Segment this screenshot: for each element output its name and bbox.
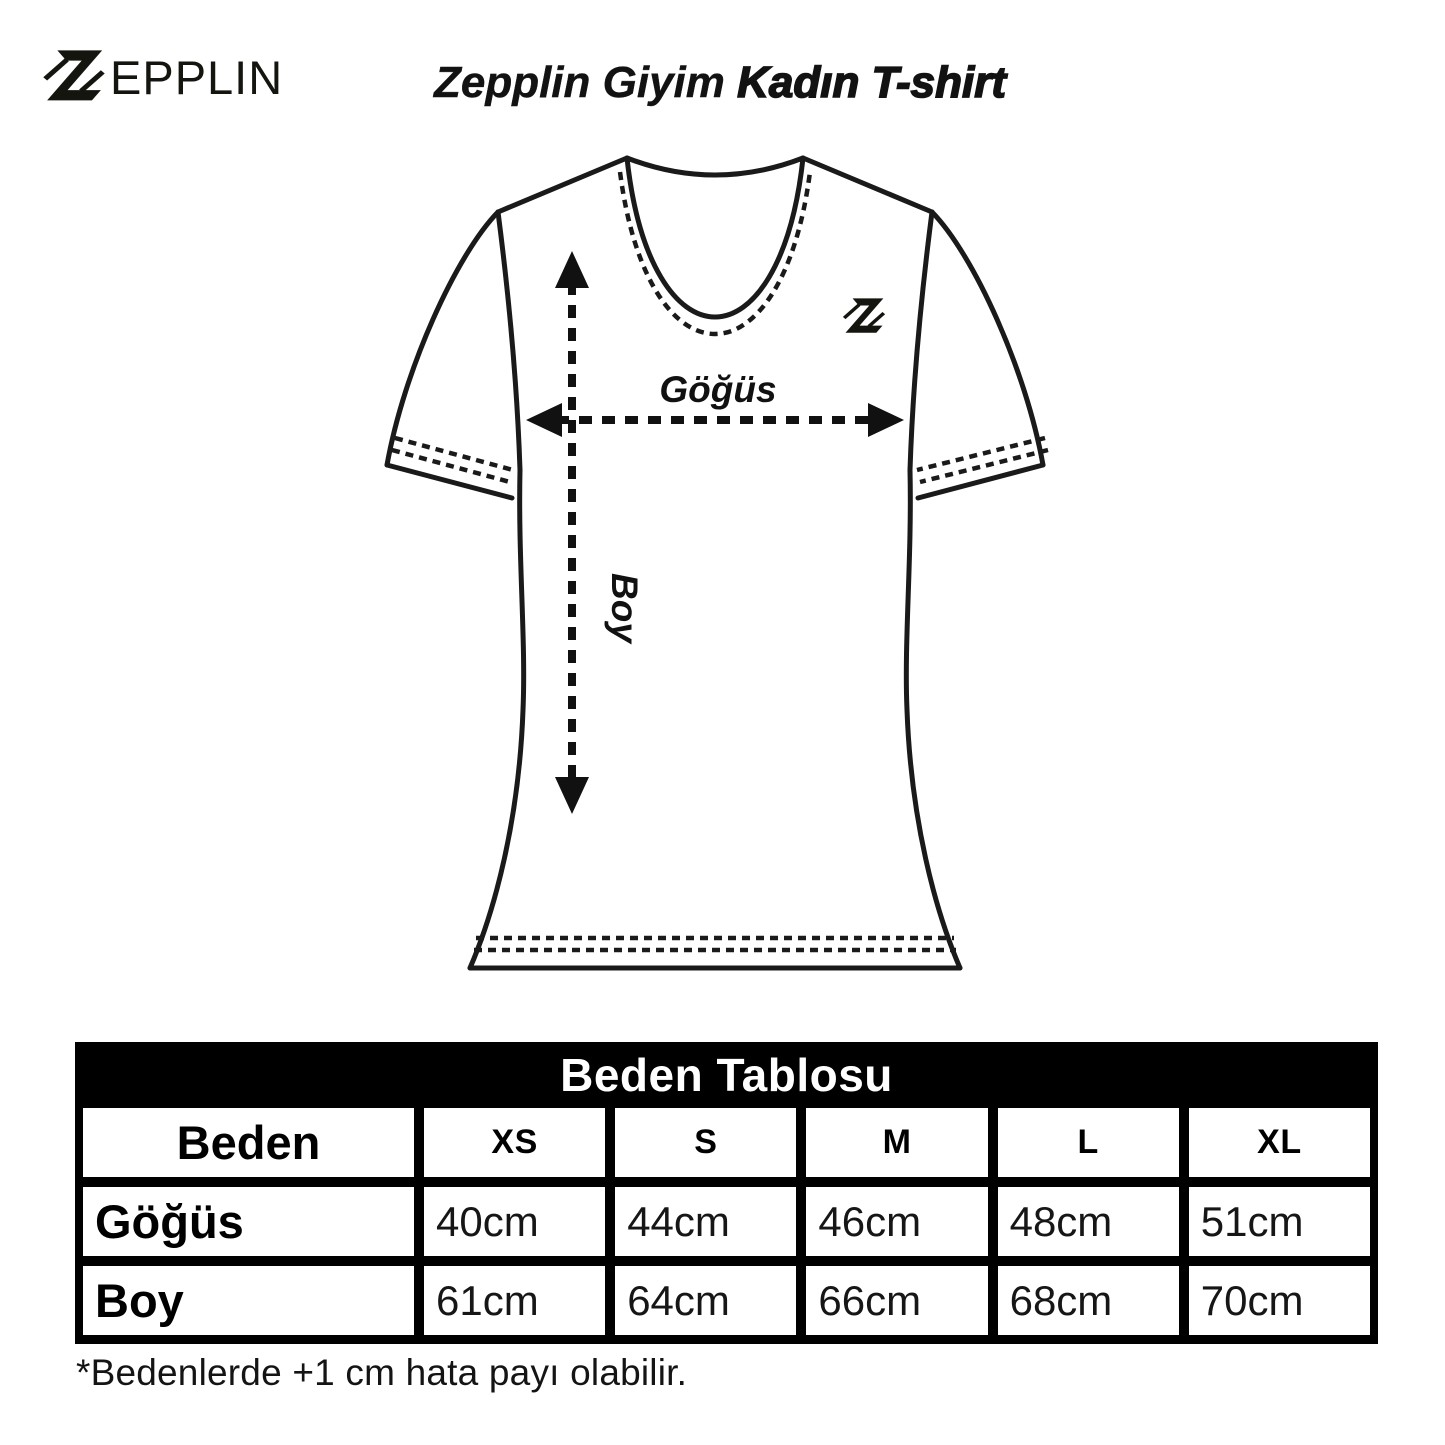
left-body-side xyxy=(470,470,524,968)
tshirt-diagram xyxy=(360,120,1080,1020)
chest-z-logo-icon xyxy=(843,298,885,332)
table-header-l: L xyxy=(998,1108,1179,1177)
table-header-xs: XS xyxy=(424,1108,605,1177)
table-row-label-boy: Boy xyxy=(83,1266,414,1335)
size-table xyxy=(75,1042,1378,1344)
length-arrowhead-bottom xyxy=(555,777,589,814)
chest-arrowhead-right xyxy=(868,403,904,437)
chest-measure-label: Göğüs xyxy=(659,369,777,410)
table-header-xl: XL xyxy=(1189,1108,1370,1177)
size-table-title: Beden Tablosu xyxy=(560,1049,893,1101)
zepplin-z-icon xyxy=(40,44,108,108)
table-cell-boy-xl: 70cm xyxy=(1189,1266,1370,1335)
table-cell-gogus-s: 44cm xyxy=(615,1187,796,1256)
table-row-label-gogus: Göğüs xyxy=(83,1187,414,1256)
table-cell-boy-m: 66cm xyxy=(806,1266,987,1335)
chest-arrowhead-left xyxy=(526,403,562,437)
table-cell-gogus-xl: 51cm xyxy=(1189,1187,1370,1256)
right-sleeve-outer-edge xyxy=(932,212,1043,465)
table-cell-boy-xs: 61cm xyxy=(424,1266,605,1335)
table-cell-boy-l: 68cm xyxy=(998,1266,1179,1335)
right-body-side xyxy=(906,470,960,968)
page-title-product-name: Kadın T-shirt xyxy=(737,58,1007,107)
right-sleeve-hem-edge xyxy=(918,465,1043,498)
table-header-beden: Beden xyxy=(83,1108,414,1177)
left-sleeve-outer-edge xyxy=(387,212,498,465)
size-tolerance-footnote: *Bedenlerde +1 cm hata payı olabilir. xyxy=(76,1352,688,1393)
left-sleeve-hem-edge xyxy=(387,465,512,498)
page-title-product-line: Zepplin Giyim xyxy=(433,58,725,107)
length-arrowhead-top xyxy=(555,251,589,288)
back-collar-curve xyxy=(627,158,803,175)
right-shoulder-seam xyxy=(803,158,932,212)
size-table-grid xyxy=(83,1108,1370,1335)
page-title xyxy=(300,58,1140,108)
left-armhole-seam xyxy=(498,212,520,470)
front-collar-curve xyxy=(627,158,803,317)
table-cell-gogus-l: 48cm xyxy=(998,1187,1179,1256)
table-cell-gogus-m: 46cm xyxy=(806,1187,987,1256)
left-shoulder-seam xyxy=(498,158,627,212)
table-cell-boy-s: 64cm xyxy=(615,1266,796,1335)
right-armhole-seam xyxy=(910,212,932,470)
brand-logo-text: EPPLIN xyxy=(110,50,284,104)
table-header-m: M xyxy=(806,1108,987,1177)
right-sleeve-stitch-2 xyxy=(917,438,1045,470)
table-header-s: S xyxy=(615,1108,796,1177)
table-cell-gogus-xs: 40cm xyxy=(424,1187,605,1256)
length-measure-label: Boy xyxy=(604,573,645,643)
brand-logo xyxy=(40,44,283,108)
